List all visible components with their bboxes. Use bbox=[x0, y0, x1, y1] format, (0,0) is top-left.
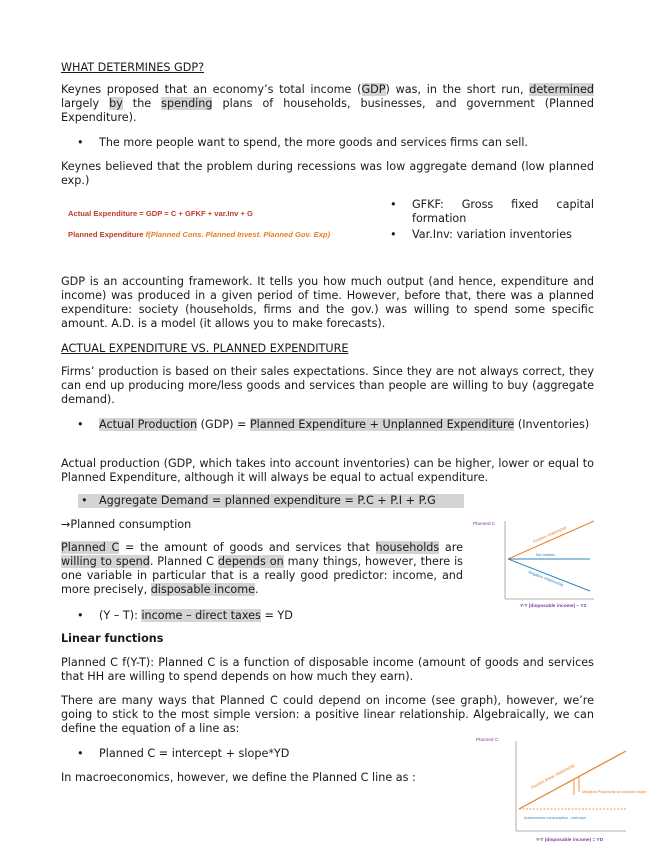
equation-actual-expenditure: Actual Expenditure = GDP = C + GFKF + var.Inv + G bbox=[68, 209, 253, 218]
graph2-ylabel: Planned C bbox=[476, 738, 499, 743]
bullet-var-inv: • Var.Inv: variation inventories bbox=[390, 228, 572, 241]
graph2-xlabel: Y-T (disposable income) = YD bbox=[536, 838, 604, 843]
paragraph-planned-c: Planned C = the amount of goods and services that households are willing to spend. Planned C depends on many things, however, there is one variable in particular that is a really good predictor: income, and more precisely, disposable income. bbox=[61, 541, 464, 596]
graph1-line-negative bbox=[508, 559, 590, 591]
equation-planned-expenditure: Planned Expenditure f(Planned Cons. Planned Invest. Planned Gov. Exp) bbox=[68, 230, 331, 239]
paragraph-recessions: Keynes believed that the problem during recessions was low aggregate demand (low planned exp.) bbox=[61, 160, 594, 187]
graph1-label-positive: Positive relationship bbox=[532, 524, 567, 544]
bullet-gfkf: • GFKF: Gross fixed capital formation bbox=[390, 198, 594, 225]
graph-planned-c-relationships bbox=[472, 515, 597, 610]
heading-what-determines-gdp: WHAT DETERMINES GDP? bbox=[61, 61, 205, 74]
graph2-label-positive: Positive linear relationship bbox=[530, 762, 576, 790]
bullet-aggregate-demand: • Aggregate Demand = planned expenditure = P.C + P.I + P.G bbox=[78, 494, 464, 508]
graph1-ylabel: Planned C bbox=[473, 522, 496, 527]
graph1-label-none: No relation bbox=[536, 552, 556, 557]
paragraph-macro-definition: In macroeconomics, however, we define the Planned C line as : bbox=[61, 771, 416, 784]
bullet-actual-production: • Actual Production (GDP) = Planned Expenditure + Unplanned Expenditure (Inventories) bbox=[77, 418, 590, 431]
paragraph-keynes-proposed: Keynes proposed that an economy’s total income (GDP) was, in the short run, determined largely by the spending plans of households, businesses, and government (Planned Expenditure). bbox=[61, 83, 594, 124]
paragraph-firms-production: Firms’ production is based on their sales expectations. Since they are not always correct, they can end up producing more/less goods and services than people are willing to buy (aggregate demand). bbox=[61, 365, 594, 406]
bullet-more-spend: • The more people want to spend, the more goods and services firms can sell. bbox=[77, 136, 528, 149]
graph1-label-negative: Negative relationship bbox=[527, 569, 565, 588]
graph1-xlabel: Y-T (disposable income) – Y2 bbox=[520, 604, 587, 609]
graph2-consumption-line bbox=[519, 751, 626, 809]
paragraph-gdp-accounting: GDP is an accounting framework. It tells you how much output (and hence, expenditure and income) was produced in a given period of time. However, before that, there was a planned expenditure: society (households, firms and the gov.) was willing to spend some specific amount. A.D. is a model (it allows you to make forecasts). bbox=[61, 275, 594, 330]
heading-linear-functions: Linear functions bbox=[61, 632, 164, 645]
bullet-y-minus-t: • (Y – T): income – direct taxes = YD bbox=[77, 609, 293, 622]
paragraph-planned-c-function: Planned C f(Y-T): Planned C is a function of disposable income (amount of goods and services that HH are willing to spend depends on how much they earn). bbox=[61, 656, 594, 683]
paragraph-actual-production: Actual production (GDP, which takes into account inventories) can be higher, lower or equal to Planned Expenditure, although it will always be equal to actual expenditure. bbox=[61, 457, 594, 484]
heading-actual-vs-planned: ACTUAL EXPENDITURE VS. PLANNED EXPENDITURE bbox=[61, 342, 349, 355]
bullet-planned-c-equation: • Planned C = intercept + slope*YD bbox=[77, 747, 290, 760]
planned-consumption-arrow: →Planned consumption bbox=[61, 518, 192, 531]
graph2-label-autonomous: Autonomous consumption - intercept bbox=[524, 816, 586, 820]
graph2-label-mpc: Marginal Propensity to consume slope bbox=[582, 790, 647, 794]
graph-planned-c-linear bbox=[474, 731, 647, 845]
paragraph-many-ways: There are many ways that Planned C could depend on income (see graph), however, we’re going to stick to the most simple version: a positive linear relationship. Algebraically, we can define the equation of a line as: bbox=[61, 694, 594, 735]
